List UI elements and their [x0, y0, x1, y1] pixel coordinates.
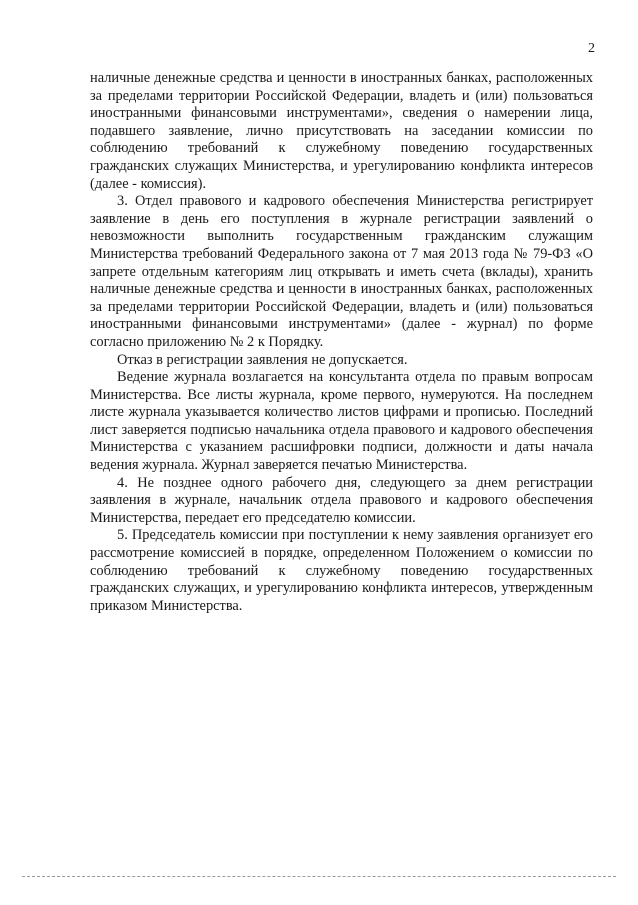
paragraph-item-4: 4. Не позднее одного рабочего дня, следующего за днем регистрации заявления в журнале, начальник отдела правового и кадрового обеспечения Министерства, передает его председателю комиссии.: [90, 474, 593, 526]
document-body: [90, 70, 593, 615]
scan-bottom-edge: [22, 876, 616, 877]
paragraph-refusal-note: Отказ в регистрации заявления не допускается.: [117, 351, 408, 368]
paragraph-continuation: наличные денежные средства и ценности в иностранных банках, расположенных за пределами территории Российской Федерации, владеть и (или) пользоваться иностранными финансовыми инструментами», сведения о намерении лица, подавшего заявление, лично присутствовать на заседании комиссии по соблюдению требований к служебному поведению государственных гражданских служащих Министерства, и урегулированию конфликта интересов (далее - комиссия).: [90, 70, 593, 192]
page-number: 2: [588, 41, 595, 56]
paragraph-journal-keeping: Ведение журнала возлагается на консультанта отдела по правым вопросам Министерства. Все листы журнала, кроме первого, нумеруются. На последнем листе журнала указывается количество листов цифрами и прописью. Последний лист заверяется подписью начальника отдела правового и кадрового обеспечения Министерства с указанием расшифровки подписи, должности и даты начала ведения журнала. Журнал заверяется печатью Министерства.: [90, 369, 593, 474]
paragraph-item-5: 5. Председатель комиссии при поступлении к нему заявления организует его рассмотрение комиссией в порядке, определенном Положением о комиссии по соблюдению требований к служебному поведению государственных гражданских служащих, и урегулированию конфликта интересов, утвержденным приказом Министерства.: [90, 527, 593, 614]
paragraph-item-3: 3. Отдел правового и кадрового обеспечения Министерства регистрирует заявление в день его поступления в журнале регистрации заявлений о невозможности выполнить государственным гражданским служащим Министерства требований Федерального закона от 7 мая 2013 года № 79-ФЗ «О запрете отдельным категориям лиц открывать и иметь счета (вклады), хранить наличные денежные средства и ценности в иностранных банках, расположенных за пределами территории Российской Федерации, владеть и (или) пользоваться иностранными финансовыми инструментами» (далее - журнал) по форме согласно приложению № 2 к Порядку.: [90, 193, 593, 350]
